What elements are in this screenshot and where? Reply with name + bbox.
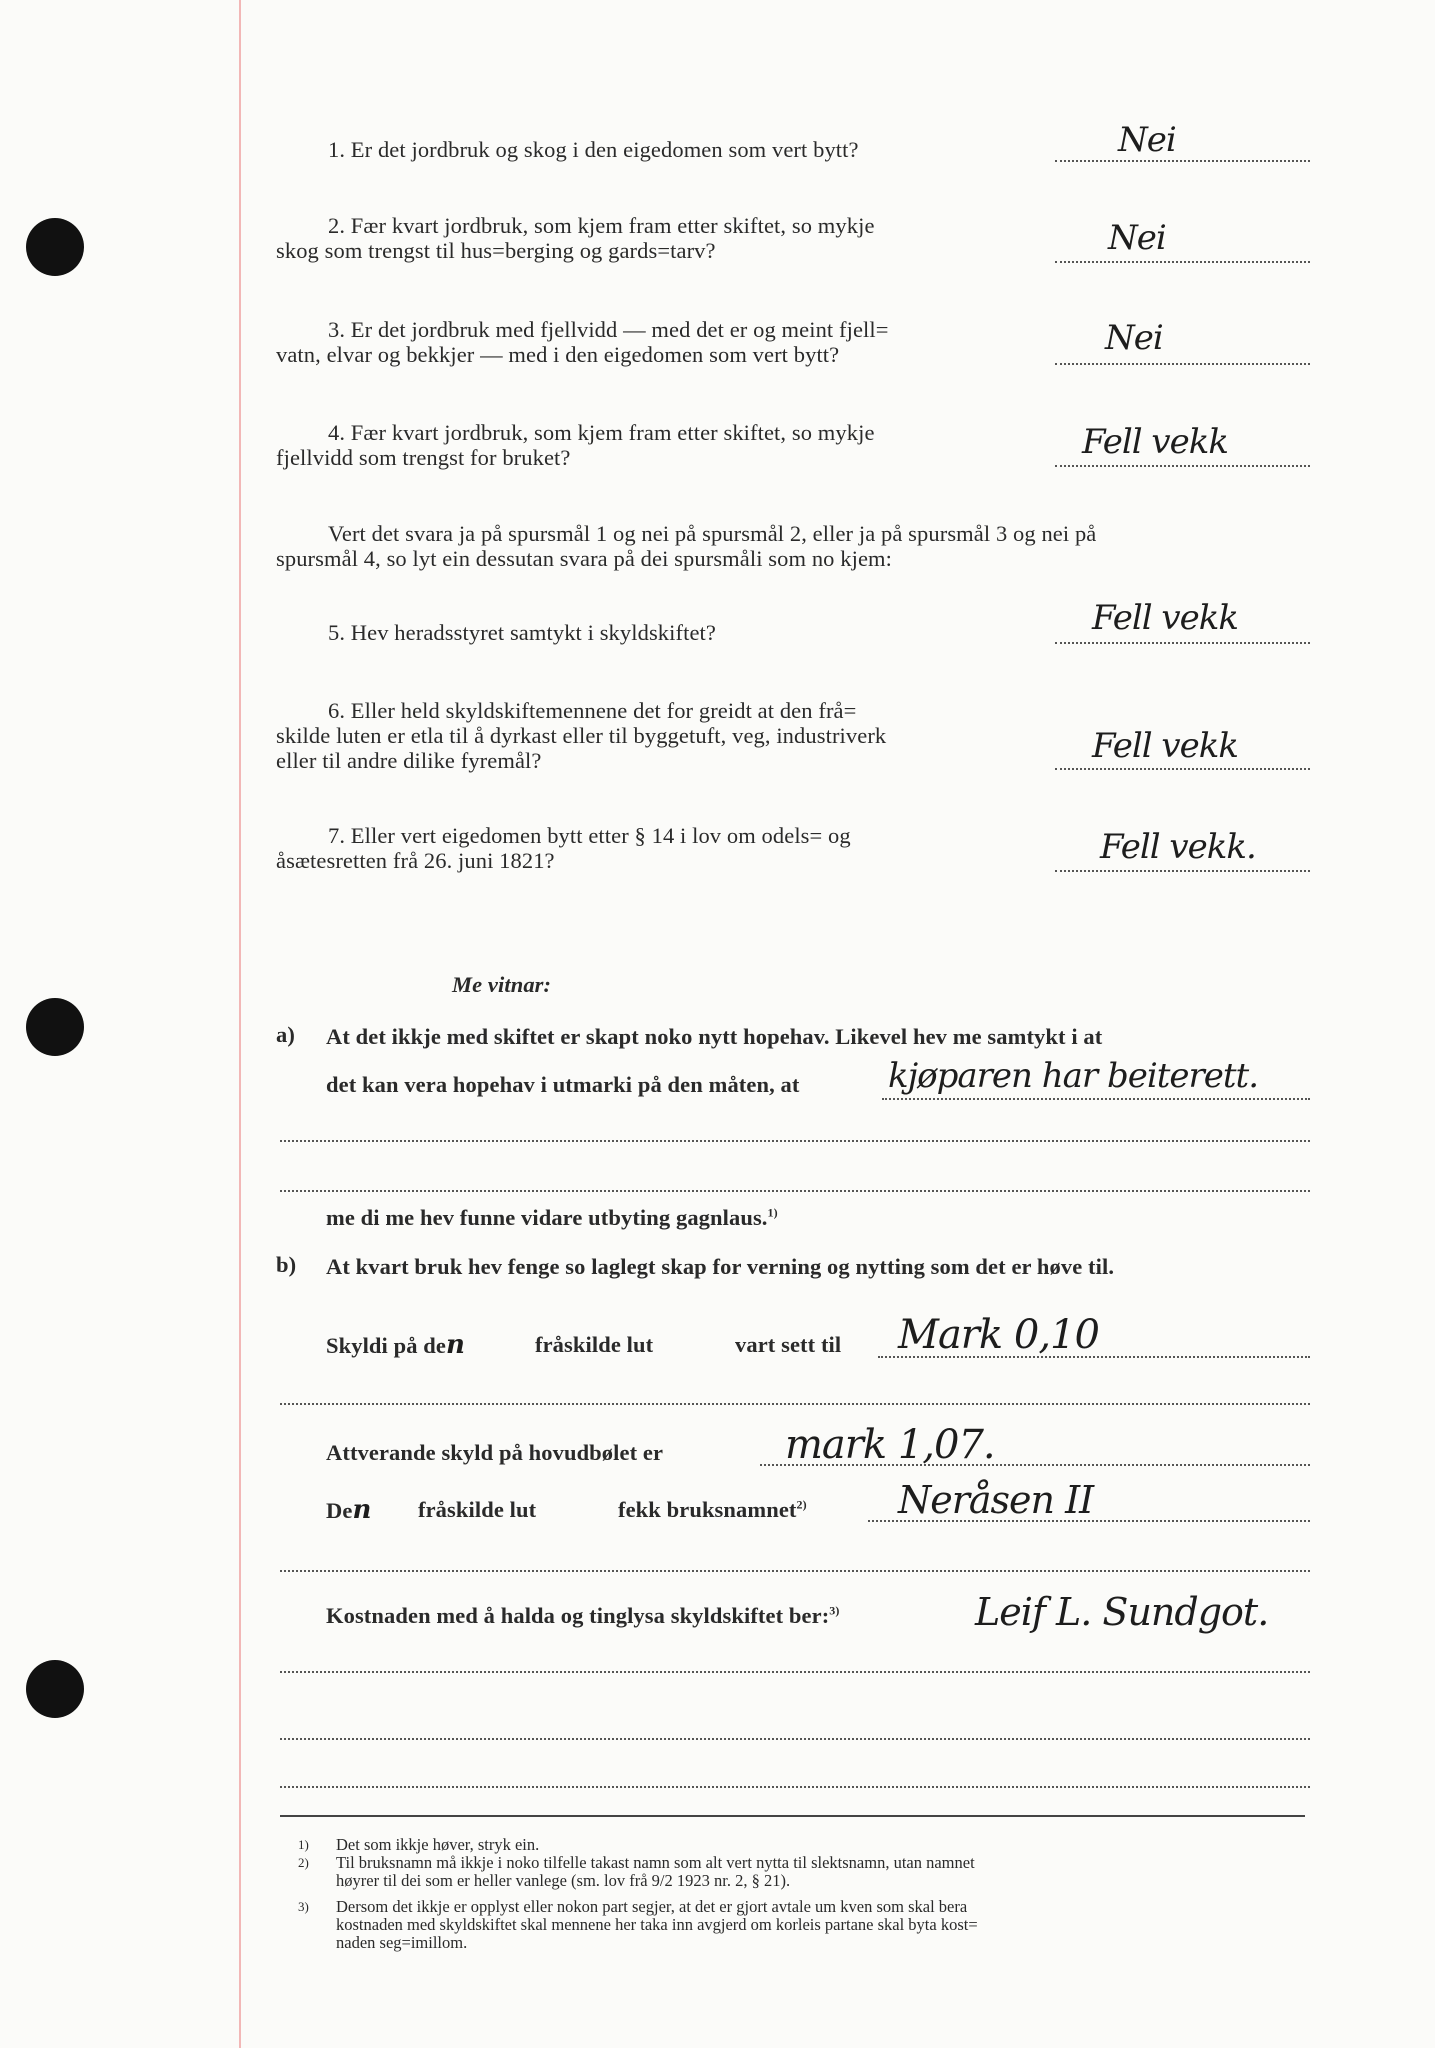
footnote-3-mark: 3) bbox=[298, 1899, 309, 1914]
question-3-answer: Nei bbox=[1105, 318, 1163, 358]
question-3-line-2: vatn, elvar og bekkjer — med i den eigedomen som vert bytt? bbox=[276, 342, 840, 367]
section-a-handwritten: kjøparen har beiterett. bbox=[888, 1056, 1259, 1096]
section-a-closing-text: me di me hev funne vidare utbyting gagnlaus. bbox=[326, 1205, 768, 1230]
answer-line bbox=[1055, 642, 1310, 644]
skyldi-fraskilde-lut: fråskilde lut bbox=[535, 1332, 654, 1357]
skyldi-label bbox=[326, 1332, 464, 1359]
question-3-line-1: 3. Er det jordbruk med fjellvidd — med det er og meint fjell= bbox=[328, 317, 889, 342]
section-a-line-1: At det ikkje med skiftet er skapt noko nytt hopehav. Likevel hev me samtykt i at bbox=[326, 1024, 1103, 1049]
question-1-answer: Nei bbox=[1118, 120, 1176, 160]
question-2-answer: Nei bbox=[1108, 218, 1166, 258]
section-b-line-1: At kvart bruk hev fenge so laglegt skap for verning og nytting som det er høve til. bbox=[326, 1254, 1115, 1279]
question-7-answer: Fell vekk. bbox=[1100, 827, 1256, 867]
kostnad-value: Leif L. Sundgot. bbox=[975, 1590, 1269, 1634]
kostnad-label-text: Kostnaden med å halda og tinglysa skyldskiftet ber: bbox=[326, 1603, 830, 1628]
question-6-answer: Fell vekk bbox=[1092, 726, 1238, 766]
conditional-note-line-1: Vert det svara ja på spursmål 1 og nei på spursmål 2, eller ja på spursmål 3 og nei på bbox=[328, 521, 1097, 546]
question-4-line-1: 4. Fær kvart jordbruk, som kjem fram etter skiftet, so mykje bbox=[328, 420, 875, 445]
answer-line bbox=[1055, 363, 1310, 365]
footnote-3-line-2: kostnaden med skyldskiftet skal mennene her taka inn avgjerd om korleis partane skal byta kost= bbox=[336, 1915, 978, 1934]
footnote-3-line-3: naden seg=imillom. bbox=[336, 1933, 468, 1952]
footnote-2-mark: 2) bbox=[298, 1855, 309, 1870]
answer-line bbox=[1055, 160, 1310, 162]
fill-line bbox=[280, 1671, 1310, 1673]
question-6-line-3: eller til andre dilike fyremål? bbox=[276, 748, 542, 773]
question-6-line-1: 6. Eller held skyldskiftemennene det for greidt at den frå= bbox=[328, 698, 857, 723]
bruksnamn-value: Neråsen II bbox=[898, 1478, 1094, 1522]
question-2-line-2: skog som trengst til hus=berging og gards=tarv? bbox=[276, 238, 716, 263]
skyldi-value: Mark 0,10 bbox=[898, 1312, 1099, 1358]
section-a-closing bbox=[326, 1205, 778, 1231]
fill-line bbox=[280, 1570, 1310, 1572]
fill-line bbox=[280, 1140, 1310, 1142]
attverande-label: Attverande skyld på hovudbølet er bbox=[326, 1440, 664, 1465]
question-4-answer: Fell vekk bbox=[1082, 422, 1228, 462]
kostnad-label bbox=[326, 1603, 840, 1629]
den-label-text: De bbox=[326, 1498, 353, 1523]
question-5-answer: Fell vekk bbox=[1092, 598, 1238, 638]
fill-line bbox=[280, 1403, 1310, 1405]
question-1-text: 1. Er det jordbruk og skog i den eigedomen som vert bytt? bbox=[328, 137, 859, 162]
footnote-1-line-1: Det som ikkje høver, stryk ein. bbox=[336, 1835, 540, 1854]
footnote-2-line-1: Til bruksnamn må ikkje i noko tilfelle takast namn som alt vert nytta til slektsnamn, utan namnet bbox=[336, 1853, 975, 1872]
fill-line bbox=[882, 1098, 1310, 1100]
den-label-handwritten: n bbox=[352, 1495, 371, 1525]
bruksnamn-label-text: fekk bruksnamnet bbox=[618, 1497, 797, 1522]
answer-line bbox=[1055, 261, 1310, 263]
skyldi-label-text: Skyldi på de bbox=[326, 1333, 447, 1358]
answer-line bbox=[1055, 768, 1310, 770]
footnote-2-line-2: høyrer til dei som er heller vanlege (sm. lov frå 9/2 1923 nr. 2, § 21). bbox=[336, 1871, 791, 1890]
fill-line bbox=[280, 1786, 1310, 1788]
skyldi-vart-sett: vart sett til bbox=[735, 1332, 842, 1357]
skyldi-label-handwritten: n bbox=[446, 1330, 464, 1360]
footnote-1-mark: 1) bbox=[298, 1837, 309, 1852]
footnote-ref-2: 2) bbox=[796, 1497, 807, 1512]
section-a-line-2: det kan vera hopehav i utmarki på den måten, at bbox=[326, 1072, 800, 1097]
question-7-line-2: åsætesretten frå 26. juni 1821? bbox=[276, 848, 555, 873]
den-fraskilde-lut: fråskilde lut bbox=[418, 1497, 537, 1522]
punch-hole bbox=[26, 998, 84, 1056]
question-2-line-1: 2. Fær kvart jordbruk, som kjem fram etter skiftet, so mykje bbox=[328, 213, 875, 238]
section-a-marker: a) bbox=[276, 1022, 295, 1047]
conditional-note-line-2: spursmål 4, so lyt ein dessutan svara på dei spursmåli som no kjem: bbox=[276, 546, 892, 571]
answer-line bbox=[1055, 870, 1310, 872]
section-b-marker: b) bbox=[276, 1252, 297, 1277]
fill-line bbox=[280, 1190, 1310, 1192]
attverande-value: mark 1,07. bbox=[785, 1422, 995, 1468]
question-7-line-1: 7. Eller vert eigedomen bytt etter § 14 i lov om odels= og bbox=[328, 823, 851, 848]
question-6-line-2: skilde luten er etla til å dyrkast eller til byggetuft, veg, industriverk bbox=[276, 723, 887, 748]
footnote-ref-1: 1) bbox=[767, 1205, 778, 1220]
footnote-rule bbox=[280, 1815, 1305, 1817]
punch-hole bbox=[26, 1660, 84, 1718]
fill-line bbox=[280, 1738, 1310, 1740]
answer-line bbox=[1055, 465, 1310, 467]
question-5-text: 5. Hev heradsstyret samtykt i skyldskiftet? bbox=[328, 620, 716, 645]
witness-heading: Me vitnar: bbox=[452, 972, 552, 997]
footnote-ref-3: 3) bbox=[829, 1603, 840, 1618]
bruksnamn-label bbox=[618, 1497, 807, 1523]
footnote-3-line-1: Dersom det ikkje er opplyst eller nokon part segjer, at det er gjort avtale um kven som skal bera bbox=[336, 1897, 968, 1916]
punch-hole bbox=[26, 218, 84, 276]
margin-line bbox=[239, 0, 241, 2048]
den-label bbox=[326, 1497, 370, 1524]
question-4-line-2: fjellvidd som trengst for bruket? bbox=[276, 445, 571, 470]
